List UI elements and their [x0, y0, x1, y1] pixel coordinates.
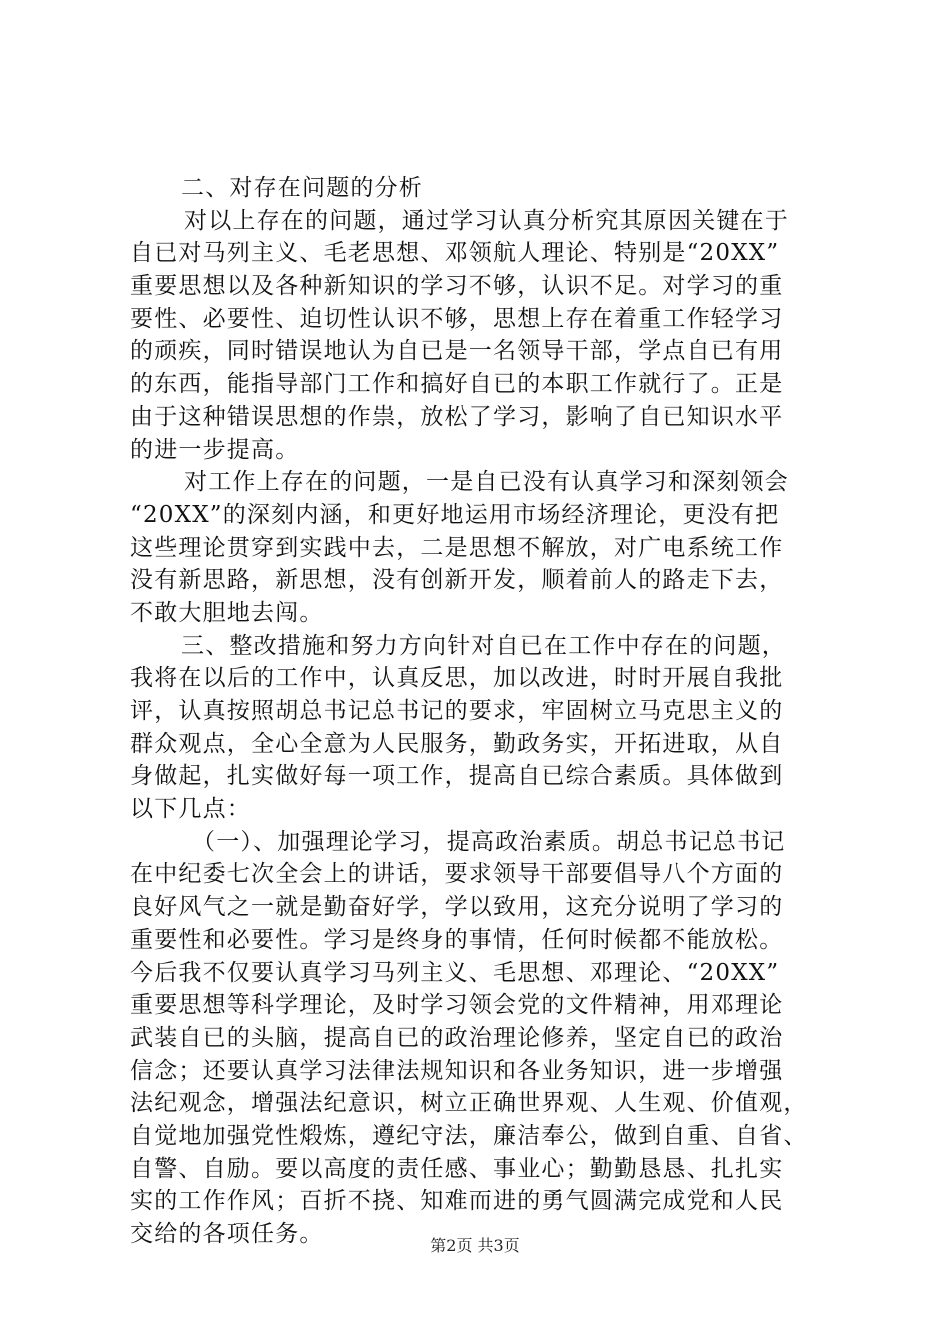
paragraph-line: 评，认真按照胡总书记总书记的要求，牢固树立马克思主义的	[130, 698, 784, 724]
paragraph-line: 以下几点：	[130, 796, 251, 823]
paragraph-line: 自警、自励。要以高度的责任感、事业心；勤勤恳恳、扎扎实	[130, 1155, 784, 1182]
paragraph-line: 良好风气之一就是勤奋好学，学以致用，这充分说明了学习的	[130, 894, 784, 921]
paragraph-line: 今后我不仅要认真学习马列主义、毛思想、邓理论、“20XX”	[130, 959, 780, 986]
paragraph-line: 这些理论贯穿到实践中去，二是思想不解放，对广电系统工作	[130, 534, 784, 561]
paragraph-line: 重要思想以及各种新知识的学习不够，认识不足。对学习的重	[130, 273, 784, 300]
section-heading-measures: 三、整改措施和努力方向针对自已在工作中存在的问题，	[181, 632, 786, 659]
paragraph-line: 要性、必要性、迫切性认识不够，思想上存在着重工作轻学习	[130, 305, 784, 332]
paragraph-line: “20XX”的深刻内涵，和更好地运用市场经济理论，更没有把	[130, 501, 780, 528]
paragraph-line: 对以上存在的问题，通过学习认真分析究其原因关键在于	[184, 207, 789, 234]
paragraph-line: 没有新思路，新思想，没有创新开发，顺着前人的路走下去，	[130, 567, 784, 594]
paragraph-line: 不敢大胆地去闯。	[130, 599, 324, 626]
paragraph-line: 由于这种错误思想的作祟，放松了学习，影响了自已知识水平	[130, 403, 784, 430]
paragraph-line: 在中纪委七次全会上的讲话，要求领导干部要倡导八个方面的	[130, 861, 784, 888]
paragraph-line: 的进一步提高。	[130, 436, 300, 463]
paragraph-line: 自觉地加强党性煅炼，遵纪守法，廉洁奉公，做到自重、自省、	[130, 1122, 808, 1149]
paragraph-line: 重要思想等科学理论，及时学习领会党的文件精神，用邓理论	[130, 992, 784, 1019]
document-body	[130, 172, 830, 1251]
paragraph-line: 交给的各项任务。	[130, 1221, 324, 1247]
paragraph-line: 信念；还要认真学习法律法规知识和各业务知识，进一步增强	[130, 1057, 784, 1084]
paragraph-line: 群众观点，全心全意为人民服务，勤政务实，开拓进取，从自	[130, 730, 784, 757]
paragraph-line: 我将在以后的工作中，认真反思，加以改进，时时开展自我批	[130, 665, 784, 692]
paragraph-line: 对工作上存在的问题，一是自已没有认真学习和深刻领会	[184, 469, 789, 496]
paragraph-line: 法纪观念，增强法纪意识，树立正确世界观、人生观、价值观，	[130, 1090, 808, 1117]
paragraph-line: 武装自已的头脑，提高自已的政治理论修养，坚定自已的政治	[130, 1024, 784, 1051]
paragraph-line: 重要性和必要性。学习是终身的事情，任何时候都不能放松。	[130, 926, 784, 953]
paragraph-line: 实的工作作风；百折不挠、知难而进的勇气圆满完成党和人民	[130, 1188, 784, 1215]
subsection-heading-1: （一）、加强理论学习，提高政治素质。胡总书记总书记	[192, 828, 786, 855]
paragraph-line: 的东西，能指导部门工作和搞好自已的本职工作就行了。正是	[130, 371, 784, 398]
section-heading-analysis: 二、对存在问题的分析	[181, 175, 423, 201]
paragraph-line: 身做起，扎实做好每一项工作，提高自已综合素质。具体做到	[130, 763, 784, 790]
paragraph-line: 的顽疾，同时错误地认为自已是一名领导干部，学点自已有用	[130, 338, 784, 365]
page-number-footer: 第2页 共3页	[430, 1236, 520, 1255]
paragraph-line: 自已对马列主义、毛老思想、邓领航人理论、特别是“20XX”	[130, 240, 780, 267]
